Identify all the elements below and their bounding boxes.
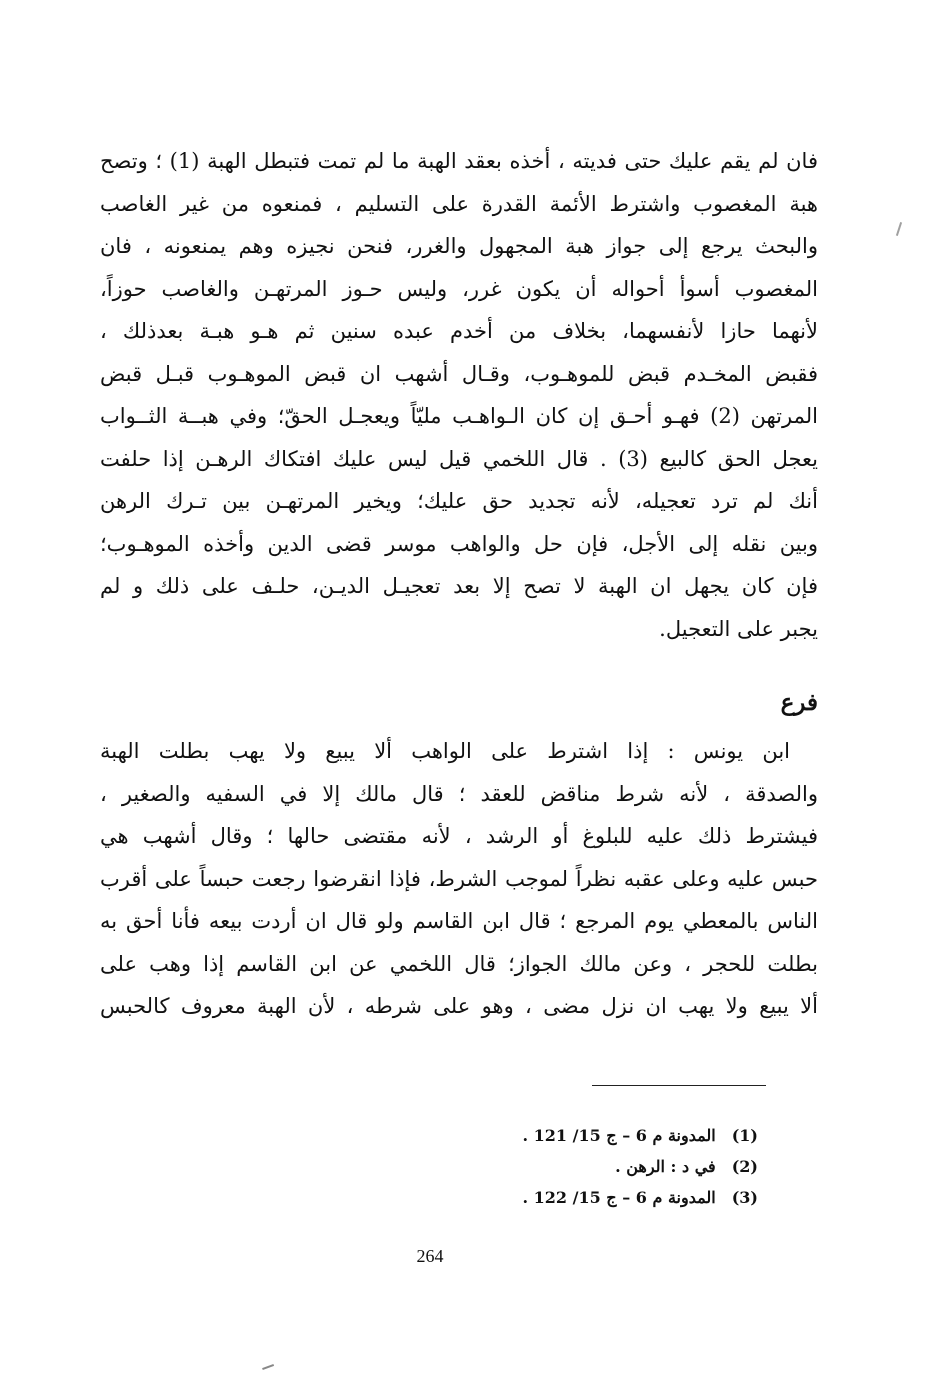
- footnote-item: [428, 1151, 758, 1182]
- scan-artifact-mark: [896, 222, 902, 236]
- section-heading: فرع: [780, 689, 818, 716]
- footnote-text: المدونة م 6 – ج 15/ 121 .: [522, 1126, 716, 1145]
- text-line: أنك لم ترد تعجيله، لأنه تجديد حق عليك؛ ويخير المرتهـن بين تـرك الرهن: [100, 489, 818, 513]
- text-line: ابن يونس : إذا اشترط على الواهب ألا يبيع ولا يهب بطلت الهبة: [100, 739, 790, 763]
- text-line: هبة المغصوب واشترط الأئمة القدرة على التسليم ، فمنعوه من غير الغاصب: [100, 191, 818, 216]
- footnote-divider: [592, 1085, 766, 1086]
- text-line: وبين نقله إلى الأجل، فإن حل والواهب موسر قضى الدين وأخذه الموهـوب؛: [100, 531, 818, 556]
- text-line: فيشترط ذلك عليه للبلوغ أو الرشد ، لأنه مقتضى حالها ؛ وقال أشهب هي: [100, 824, 818, 848]
- footnote-text: المدونة م 6 – ج 15/ 122 .: [522, 1188, 716, 1207]
- footnote-text: في د : الرهن .: [615, 1157, 716, 1176]
- main-paragraph-1: [100, 140, 818, 650]
- footnote-item: [428, 1182, 758, 1213]
- text-line: فقبض المخـدم قبض للموهـوب، وقـال أشهب ان قبض الموهـوب قبـل قبض: [100, 361, 818, 386]
- footnote-number: (3): [731, 1188, 758, 1207]
- text-line: فإن كان يجهل ان الهبة لا تصح إلا بعد تعجيـل الديـن، حلـف على ذلك و لم: [100, 574, 818, 598]
- text-line: حبس عليه وعلى عقبه نظراً لموجب الشرط، فإذا انقرضوا رجعت حبساً على أقرب: [100, 866, 818, 891]
- text-line: الناس بالمعطي يوم المرجع ؛ قال ابن القاسم ولو قال ان أردت بيعه فأنا أحق به: [100, 909, 818, 933]
- main-paragraph-2: [100, 730, 818, 1028]
- text-line: يجبر على التعجيل.: [659, 616, 818, 641]
- text-line: والصدقة ، لأنه شرط مناقض للعقد ؛ قال مالك إلا في السفيه والصغير ،: [100, 781, 818, 806]
- text-line: المرتهن (2) فهـو أحـق إن كان الـواهـب مليّاً ويعجـل الحقّ؛ وفي هبــة الثــواب: [100, 404, 818, 428]
- text-line: لأنهما حازا لأنفسهما، بخلاف من أخدم عبده سنين ثم هـو هبـة بعدذلك ،: [100, 319, 818, 343]
- footnote-number: (2): [731, 1157, 758, 1176]
- footnote-number: (1): [731, 1126, 758, 1145]
- scan-artifact-mark: [262, 1364, 274, 1370]
- text-line: بطلت للحجر ، وعن مالك الجواز؛ قال اللخمي عن ابن القاسم إذا وهب على: [100, 951, 818, 976]
- text-line: ألا يبيع ولا يهب ان نزل مضى ، وهو على شرطه ، لأن الهبة معروف كالحبس: [100, 994, 818, 1018]
- text-line: والبحث يرجع إلى جواز هبة المجهول والغرر، فنحن نجيزه وهم يمنعونه ، فان: [100, 234, 818, 258]
- text-line: يعجل الحق كالبيع (3) . قال اللخمي قيل ليس عليك افتكاك الرهـن إذا حلفت: [100, 446, 818, 471]
- footnote-item: [428, 1120, 758, 1151]
- text-line: المغصوب أسوأ أحواله أن يكون غرر، وليس حـوز المرتهـن والغاصب حوزاً،: [100, 276, 818, 301]
- page-number: 264: [416, 1246, 444, 1266]
- text-line: فان لم يقم عليك حتى فديته ، أخذه بعقد الهبة ما لم تمت فتبطل الهبة (1) ؛ وتصح: [100, 149, 818, 173]
- footnotes: [428, 1120, 758, 1213]
